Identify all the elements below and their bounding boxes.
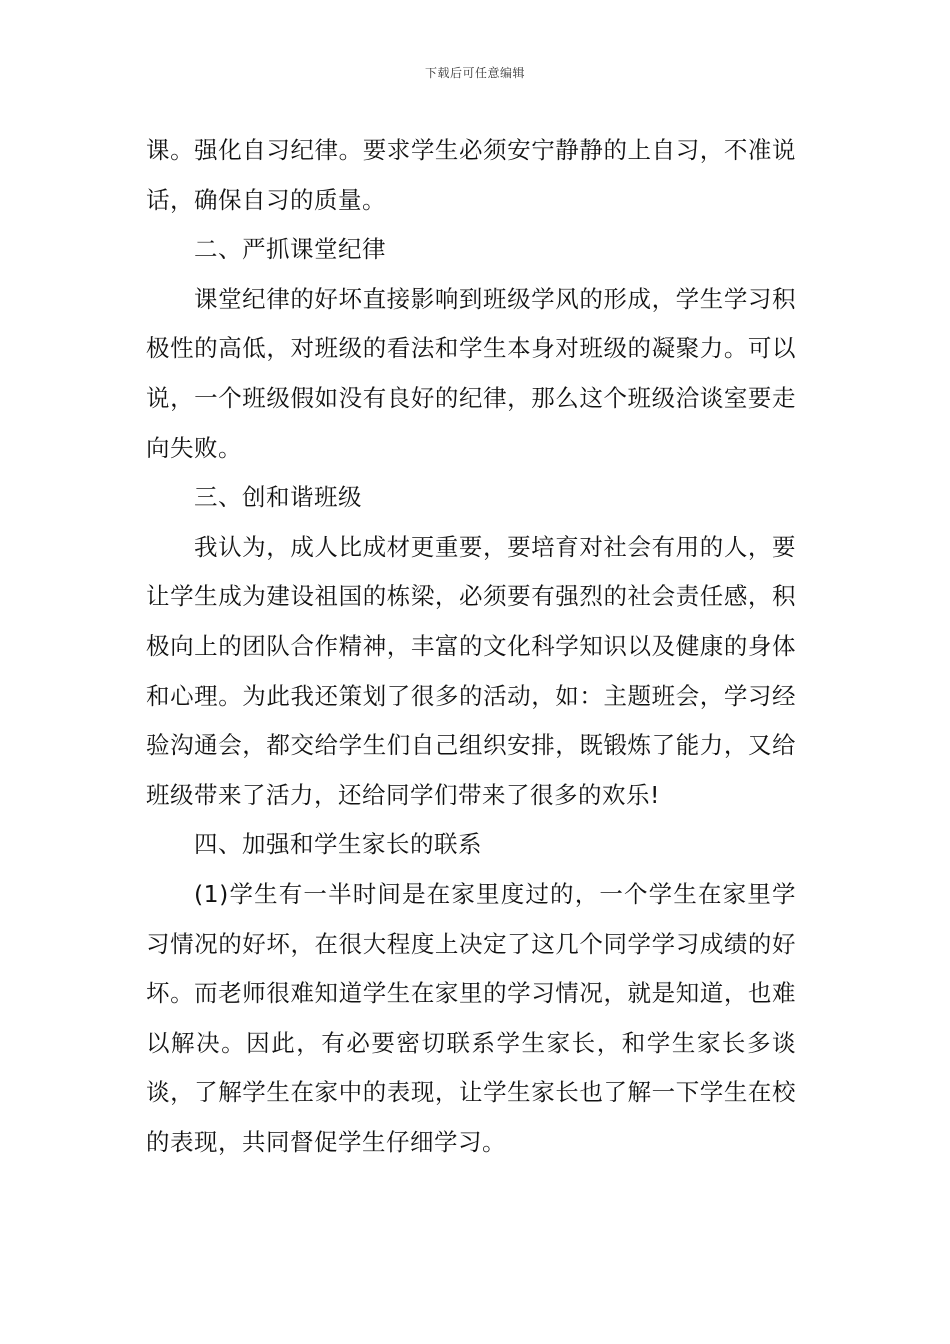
page-header: 下载后可任意编辑 bbox=[424, 66, 525, 80]
section-heading-4: 四、加强和学生家长的联系 bbox=[194, 830, 482, 859]
paragraph-harmonious-class: 我认为，成人比成材更重要，要培育对社会有用的人，要让学生成为建设祖国的栋梁，必须要有强烈的社会责任感，积极向上的团队合作精神，丰富的文化科学知识以及健康的身体和心理。为此我还策划了很多的活动，如：主题班会，学习经验沟通会，都交给学生们自己组织安排，既锻炼了能力，又给班级带来了活力，还给同学们带来了很多的欢乐! bbox=[146, 532, 796, 809]
section-heading-3: 三、创和谐班级 bbox=[194, 483, 362, 512]
paragraph-parent-contact: (1)学生有一半时间是在家里度过的，一个学生在家里学习情况的好坏，在很大程度上决定了这几个同学学习成绩的好坏。而老师很难知道学生在家里的学习情况，就是知道，也难以解决。因此，有必要密切联系学生家长，和学生家长多谈谈，了解学生在家中的表现，让学生家长也了解一下学生在校的表现，共同督促学生仔细学习。 bbox=[146, 879, 796, 1156]
paragraph-classroom-discipline: 课堂纪律的好坏直接影响到班级学风的形成，学生学习积极性的高低，对班级的看法和学生本身对班级的凝聚力。可以说，一个班级假如没有良好的纪律，那么这个班级洽谈室要走向失败。 bbox=[146, 284, 796, 462]
paragraph-continuation: 课。强化自习纪律。要求学生必须安宁静静的上自习，不准说话，确保自习的质量。 bbox=[146, 136, 796, 214]
section-heading-2: 二、严抓课堂纪律 bbox=[194, 235, 386, 264]
document-body bbox=[146, 126, 796, 1167]
